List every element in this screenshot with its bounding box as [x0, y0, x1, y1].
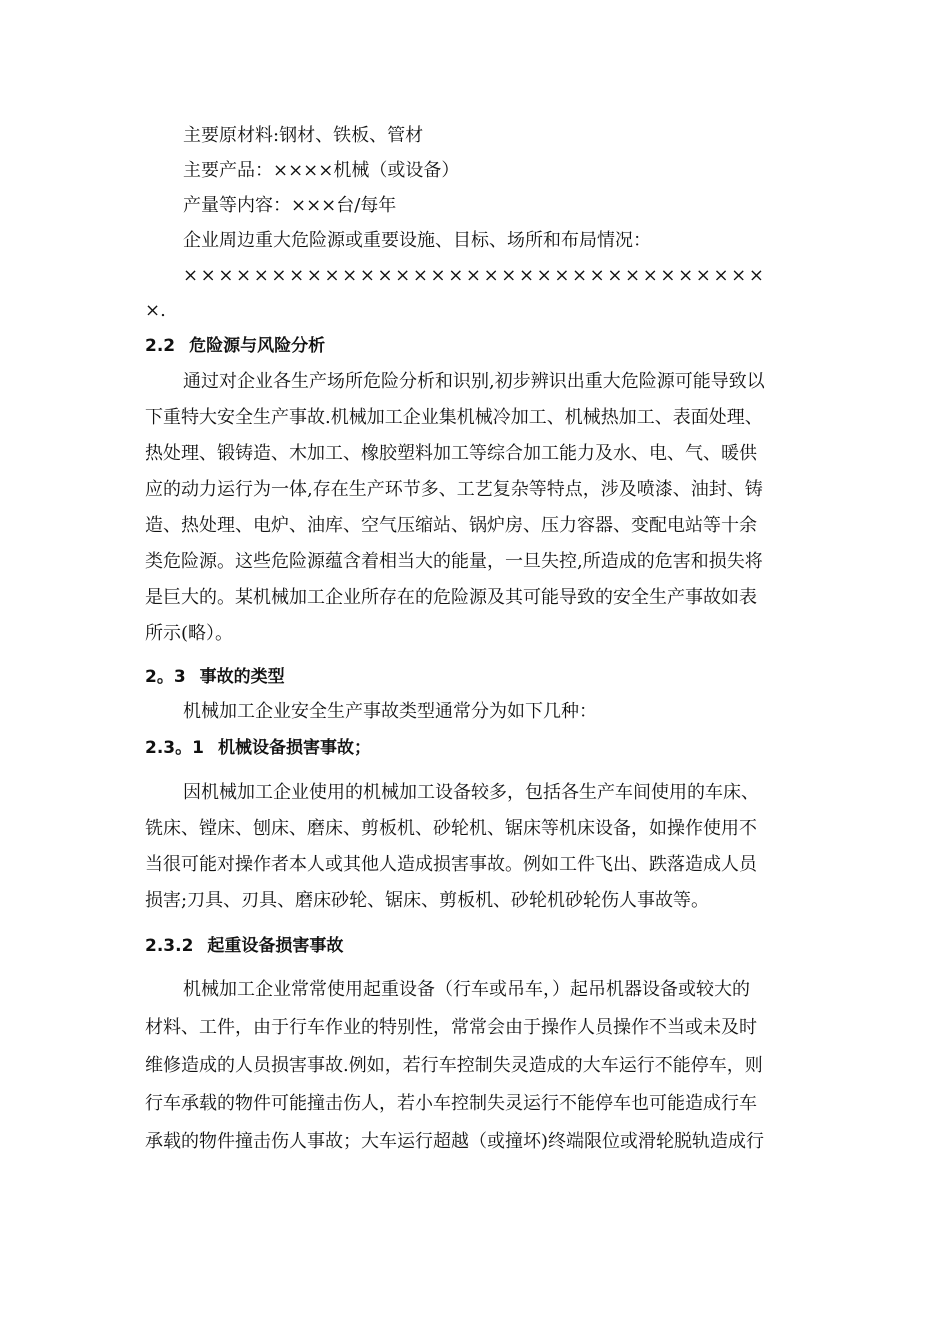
section-heading-2-2 [145, 328, 805, 364]
paragraph-line: 承载的物件撞击伤人事故；大车运行超越（或撞坏)终端限位或滑轮脱轨造成行 [145, 1131, 765, 1152]
paragraph-line: 行车承载的物件可能撞击伤人，若小车控制失灵运行不能停车也可能造成行车 [145, 1093, 757, 1114]
section-heading-2-3 [145, 659, 805, 695]
placeholder-x-line: ××××××××××××××××××××××××××××××××× [183, 265, 767, 286]
section-number: 2。3 [145, 667, 186, 687]
section-title: 事故的类型 [199, 667, 285, 687]
paragraph-line: 类危险源。这些危险源蕴含着相当大的能量，一旦失控,所造成的危害和损失将 [145, 551, 763, 572]
paragraph-line: 造、热处理、电炉、油库、空气压缩站、锅炉房、压力容器、变配电站等十余 [145, 515, 757, 536]
materials-line: 主要原材料:钢材、铁板、管材 [183, 125, 424, 146]
section-heading-2-3-2 [145, 928, 805, 964]
section-number: 2.3.2 [145, 936, 194, 956]
output-line: 产量等内容：×××台/每年 [183, 195, 397, 216]
paragraph-line: 通过对企业各生产场所危险分析和识别,初步辨识出重大危险源可能导致以 [183, 371, 765, 392]
section-heading-2-3-1 [145, 730, 805, 766]
paragraph-line: 因机械加工企业使用的机械加工设备较多，包括各生产车间使用的车床、 [183, 782, 759, 803]
paragraph-line: 热处理、锻铸造、木加工、橡胶塑料加工等综合加工能力及水、电、气、暖供 [145, 443, 757, 464]
paragraph-line: 机械加工企业常常使用起重设备（行车或吊车，）起吊机器设备或较大的 [183, 979, 750, 1000]
surroundings-line: 企业周边重大危险源或重要设施、目标、场所和布局情况： [183, 230, 651, 251]
paragraph-line: 是巨大的。某机械加工企业所存在的危险源及其可能导致的安全生产事故如表 [145, 587, 757, 608]
paragraph-line: 所示(略）。 [145, 623, 234, 644]
paragraph-line: 下重特大安全生产事故.机械加工企业集机械冷加工、机械热加工、表面处理、 [145, 407, 763, 428]
section-title: 机械设备损害事故； [217, 738, 371, 758]
paragraph-line: 维修造成的人员损害事故.例如，若行车控制失灵造成的大车运行不能停车，则 [145, 1055, 763, 1076]
section-number: 2.2 [145, 336, 176, 356]
section-title: 起重设备损害事故 [207, 936, 344, 956]
section-number: 2.3。1 [145, 738, 204, 758]
paragraph-line: 应的动力运行为一体,存在生产环节多、工艺复杂等特点，涉及喷漆、油封、铸 [145, 479, 763, 500]
paragraph-line: 铣床、镗床、刨床、磨床、剪板机、砂轮机、锯床等机床设备，如操作使用不 [145, 818, 757, 839]
paragraph-line: 当很可能对操作者本人或其他人造成损害事故。例如工件飞出、跌落造成人员 [145, 854, 757, 875]
section-intro: 机械加工企业安全生产事故类型通常分为如下几种： [183, 701, 597, 722]
placeholder-x-line-end: ×. [145, 300, 166, 321]
paragraph-line: 材料、工件，由于行车作业的特别性，常常会由于操作人员操作不当或未及时 [145, 1017, 757, 1038]
section-title: 危险源与风险分析 [189, 336, 326, 356]
paragraph-line: 损害;刀具、刃具、磨床砂轮、锯床、剪板机、砂轮机砂轮伤人事故等。 [145, 890, 710, 911]
products-line: 主要产品：××××机械（或设备） [183, 160, 460, 181]
